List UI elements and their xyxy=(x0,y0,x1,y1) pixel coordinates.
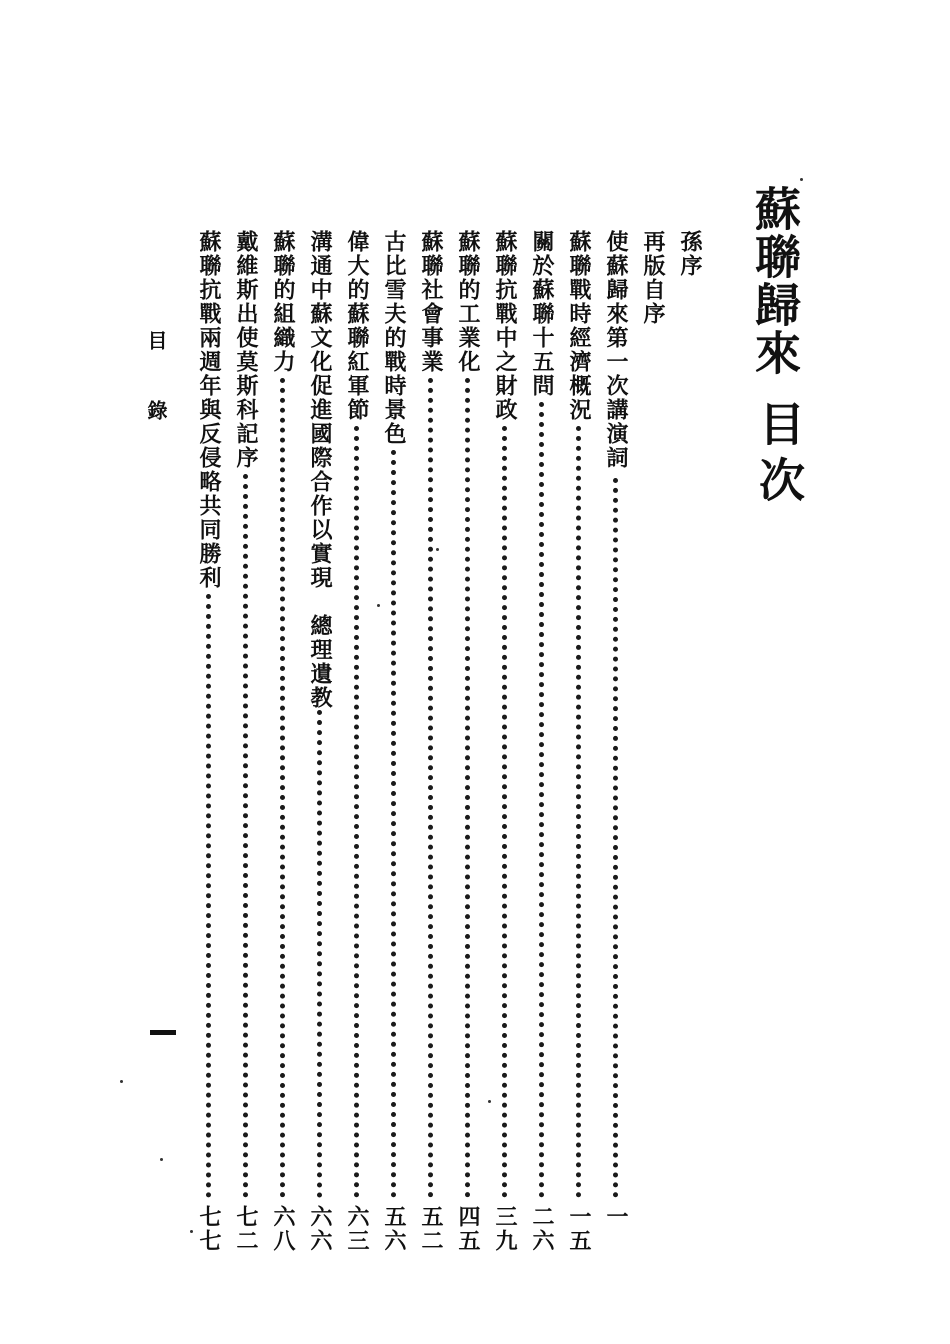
toc-entry-title: 蘇聯抗戰兩週年與反侵略共同勝利 xyxy=(196,230,222,590)
toc-entry-page: 七二 xyxy=(233,1205,259,1253)
dot-leader xyxy=(317,710,328,1198)
scan-speck xyxy=(120,1080,123,1083)
toc-entry-title: 關於蘇聯十五問 xyxy=(529,230,555,398)
dot-leader xyxy=(354,426,365,1198)
contents-heading: 目次 xyxy=(752,400,806,512)
toc-entry-title: 使蘇歸來第一次講演詞 xyxy=(603,230,629,470)
toc-entry-title: 蘇聯社會事業 xyxy=(418,230,444,374)
dot-leader xyxy=(613,478,624,1198)
scan-speck xyxy=(160,1158,163,1161)
dot-leader xyxy=(502,426,513,1198)
page-number xyxy=(150,1030,176,1035)
toc-entry[interactable] xyxy=(234,230,258,1260)
dot-leader xyxy=(206,594,217,1198)
toc-entry-title: 戴維斯出使莫斯科記序 xyxy=(233,230,259,470)
running-head: 目錄 xyxy=(144,330,168,470)
toc-entry-page: 七七 xyxy=(196,1205,222,1253)
book-title: 蘇聯歸來 xyxy=(748,185,802,377)
toc-entry-title: 蘇聯抗戰中之財政 xyxy=(492,230,518,422)
scan-speck xyxy=(190,1230,193,1233)
scan-speck xyxy=(436,548,439,551)
toc-entry-page: 六三 xyxy=(344,1205,370,1253)
scan-speck xyxy=(488,1100,491,1103)
dot-leader xyxy=(465,378,476,1198)
toc-entry[interactable] xyxy=(641,230,665,1260)
toc-entry[interactable] xyxy=(308,230,332,1260)
dot-leader xyxy=(576,426,587,1198)
toc-entry-title: 偉大的蘇聯紅軍節 xyxy=(344,230,370,422)
toc-entry[interactable] xyxy=(678,230,702,1260)
dot-leader xyxy=(243,474,254,1198)
toc-entry[interactable] xyxy=(419,230,443,1260)
toc-entry-page: 六八 xyxy=(270,1205,296,1253)
toc-entry-title: 再版自序 xyxy=(640,230,666,326)
toc-entry-page: 四五 xyxy=(455,1205,481,1253)
toc-entry[interactable] xyxy=(604,230,628,1260)
toc-entry[interactable] xyxy=(271,230,295,1260)
toc-entry-title: 孫序 xyxy=(677,230,703,278)
toc-entry-page: 二六 xyxy=(529,1205,555,1253)
scan-speck xyxy=(800,178,803,181)
dot-leader xyxy=(428,378,439,1198)
toc-entry[interactable] xyxy=(530,230,554,1260)
toc-entry-title: 古比雪夫的戰時景色 xyxy=(381,230,407,446)
toc-entry-page: 三九 xyxy=(492,1205,518,1253)
toc-entry[interactable] xyxy=(197,230,221,1260)
toc-entry[interactable] xyxy=(382,230,406,1260)
toc-entry[interactable] xyxy=(567,230,591,1260)
toc-entry-title: 蘇聯戰時經濟概況 xyxy=(566,230,592,422)
toc-entry-title: 蘇聯的組織力 xyxy=(270,230,296,374)
dot-leader xyxy=(391,450,402,1198)
scan-speck xyxy=(377,604,380,607)
toc-entry[interactable] xyxy=(456,230,480,1260)
toc-entry[interactable] xyxy=(345,230,369,1260)
toc-entry-title: 溝通中蘇文化促進國際合作以實現 總理遺教 xyxy=(307,230,333,710)
toc-entry-page: 五二 xyxy=(418,1205,444,1253)
toc-entry-title: 蘇聯的工業化 xyxy=(455,230,481,374)
toc-entry-page: 一五 xyxy=(566,1205,592,1253)
dot-leader xyxy=(280,378,291,1198)
toc-entry-page: 五六 xyxy=(381,1205,407,1253)
dot-leader xyxy=(539,402,550,1198)
toc-entry-page: 一 xyxy=(603,1205,629,1229)
toc-entry-page: 六六 xyxy=(307,1205,333,1253)
toc-entry[interactable] xyxy=(493,230,517,1260)
